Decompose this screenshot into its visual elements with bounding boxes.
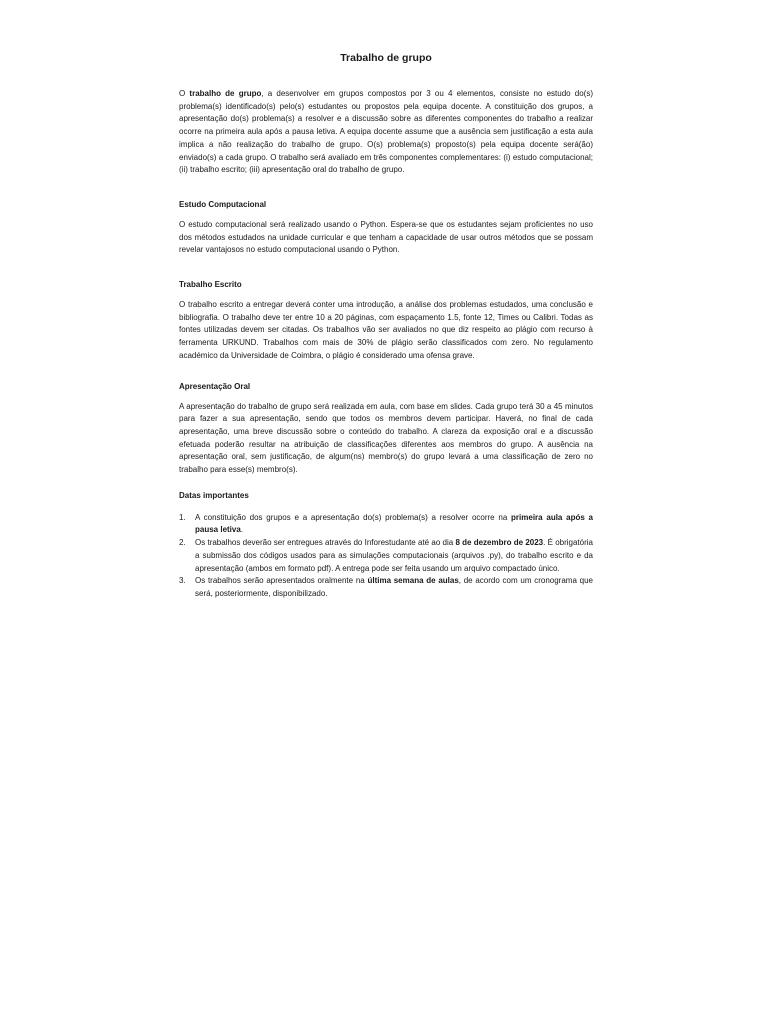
- section-computational: [179, 199, 593, 257]
- list-item-bold: primeira aula após a pausa letiva: [195, 512, 594, 535]
- section-dates: [179, 490, 593, 601]
- list-item-text-end: . É obrigatória a submissão dos códigos usados para as simulações computacionais (arquivos .py), do trabalho escrito e da apresentação (ambos em formato pdf). A entrega pode ser feita usando um arquivo compactado único.: [195, 538, 593, 573]
- list-item: [179, 537, 593, 575]
- list-item-number: 3.: [179, 576, 186, 586]
- list-item-text: Os trabalhos deverão ser entregues através do Inforestudante até ao dia: [195, 538, 456, 548]
- intro-paragraph: [179, 88, 593, 177]
- list-item-text-end: , de acordo com um cronograma que será, posteriormente, disponibilizado.: [195, 576, 593, 598]
- intro-text-rest: , a desenvolver em grupos compostos por 3 ou 4 elementos, consiste no estudo do(s) problema(s) identificado(s) pelo(s) estudantes ou propostos pela equipa docente. A constituição dos grupos, a apresentação do(s) problema(s) a resolver e a discussão sobre as diferentes componentes do trabalho a realizar ocorre na primeira aula após a pausa letiva. A equipa docente assume que a ausência sem justificação a esta aula implica a não realização do trabalho de grupo. O(s) problema(s) proposto(s) pela equipa docente será(ão) enviado(s) a cada grupo. O trabalho será avaliado em três componentes complementares: (i) estudo computacional; (ii) trabalho escrito; (iii) apresentação oral do trabalho de grupo.: [179, 89, 594, 175]
- document-page: [179, 50, 593, 601]
- paragraph-written: O trabalho escrito a entregar deverá conter uma introdução, a análise dos problemas estudados, uma conclusão e bibliografia. O trabalho deve ter entre 10 a 20 páginas, com espaçamento 1.5, fonte 12, Times ou Calibri. Todas as fontes utilizadas devem ser citadas. Os trabalhos vão ser avaliados no que diz respeito ao plágio com recurso à ferramenta URKUND. Trabalhos com mais de 30% de plágio serão classificados com zero. No regulamento académico da Universidade de Coimbra, o plágio é considerado uma ofensa grave.: [179, 300, 593, 360]
- list-item-number: 1.: [179, 512, 186, 522]
- section-oral: [179, 381, 593, 477]
- list-item-number: 2.: [179, 538, 186, 548]
- list-item-bold: última semana de aulas: [367, 576, 459, 586]
- heading-dates: Datas importantes: [179, 490, 249, 500]
- list-item-text-end: .: [240, 525, 244, 535]
- heading-computational: Estudo Computacional: [179, 199, 267, 209]
- paragraph-oral: A apresentação do trabalho de grupo será realizada em aula, com base em slides. Cada grupo terá 30 a 45 minutos para fazer a sua apresentação, sendo que todos os membros devem participar. Haverá, no final de cada apresentação, uma breve discussão sobre o conteúdo do trabalho. A clareza da exposição oral e a discussão efetuada poderão resultar na atribuição de classificações diferentes aos membros do grupo. A ausência na apresentação oral, sem justificação, de algum(ns) membro(s) do grupo levará a uma classificação de zero no trabalho para esse(s) membro(s).: [179, 401, 593, 475]
- section-written: [179, 279, 593, 363]
- list-item-bold: 8 de dezembro de 2023: [455, 538, 544, 548]
- list-item: [179, 512, 593, 537]
- intro-text-start: O: [179, 89, 190, 98]
- list-item: [179, 575, 593, 600]
- paragraph-computational: O estudo computacional será realizado usando o Python. Espera-se que os estudantes sejam proficientes no uso dos métodos estudados na unidade curricular e que tenham a capacidade de usar outros métodos que se possam revelar vantajosos no estudo computacional usando o Python.: [179, 219, 593, 255]
- dates-list: [179, 512, 593, 601]
- document-title: Trabalho de grupo: [340, 52, 432, 64]
- intro-bold-term: trabalho de grupo: [189, 89, 262, 98]
- list-item-text: A constituição dos grupos e a apresentação do(s) problema(s) a resolver ocorre na: [195, 512, 512, 522]
- list-item-text: Os trabalhos serão apresentados oralmente na: [195, 576, 368, 586]
- heading-written: Trabalho Escrito: [179, 280, 242, 290]
- heading-oral: Apresentação Oral: [179, 381, 251, 391]
